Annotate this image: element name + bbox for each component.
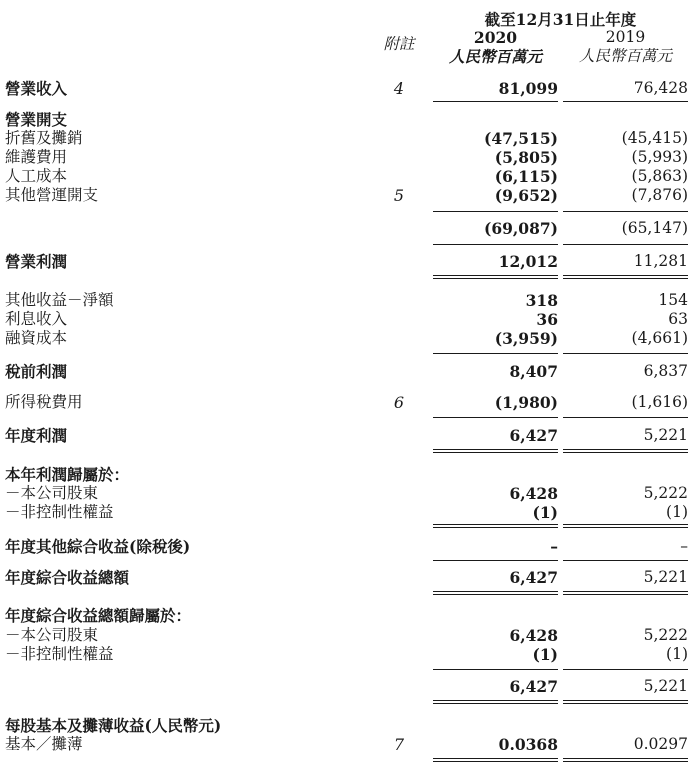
tci-owners-label: －本公司股東 <box>5 626 99 644</box>
interest-income-label: 利息收入 <box>5 310 68 328</box>
divider <box>563 244 688 245</box>
revenue-2019: 76,428 <box>633 79 688 97</box>
depreciation-label: 折舊及攤銷 <box>5 129 83 147</box>
revenue-note: 4 <box>393 79 405 98</box>
other-opex-2019: (7,876) <box>631 186 688 204</box>
interest-income-2019: 63 <box>668 310 688 328</box>
double-rule <box>563 758 688 762</box>
pbt-2019: 6,837 <box>643 362 688 380</box>
labour-2020: (6,115) <box>494 167 558 186</box>
tci-total-2019: 5,221 <box>643 677 688 695</box>
double-rule <box>563 275 688 279</box>
tax-2020: (1,980) <box>494 393 558 412</box>
other-opex-note: 5 <box>393 186 405 205</box>
depreciation-2020: (47,515) <box>484 129 558 148</box>
maintenance-2019: (5,993) <box>631 148 688 166</box>
other-opex-2020: (9,652) <box>494 186 558 205</box>
revenue-label: 營業收入 <box>5 79 68 98</box>
divider <box>563 101 688 102</box>
finance-cost-2020: (3,959) <box>494 329 558 348</box>
double-rule <box>563 524 688 528</box>
finance-cost-label: 融資成本 <box>5 329 68 347</box>
divider <box>563 560 688 561</box>
tci-2020: 6,427 <box>509 568 558 587</box>
divider <box>433 560 558 561</box>
period-header: 截至12月31日止年度 <box>484 10 637 29</box>
depreciation-2019: (45,415) <box>621 129 688 147</box>
eps-note: 7 <box>393 735 405 754</box>
operating-profit-2019: 11,281 <box>633 252 688 270</box>
double-rule <box>563 591 688 595</box>
attrib-owners-2019: 5,222 <box>643 484 688 502</box>
operating-profit-label: 營業利潤 <box>5 252 68 271</box>
revenue-2020: 81,099 <box>498 79 558 98</box>
attrib-nci-2020: (1) <box>532 503 558 522</box>
divider <box>563 211 688 212</box>
divider <box>433 211 558 212</box>
unit-2020-header: 人民幣百萬元 <box>448 47 542 66</box>
unit-2019-header: 人民幣百萬元 <box>578 47 672 65</box>
opex-total-2019: (65,147) <box>621 219 688 237</box>
double-rule <box>433 449 558 453</box>
tci-owners-2019: 5,222 <box>643 626 688 644</box>
double-rule <box>433 758 558 762</box>
divider <box>433 417 558 418</box>
oci-label: 年度其他綜合收益(除稅後) <box>5 537 191 556</box>
year-2020-header: 2020 <box>473 28 518 47</box>
other-income-label: 其他收益－淨額 <box>5 291 114 309</box>
double-rule <box>563 700 688 704</box>
divider <box>433 353 558 354</box>
tax-label: 所得稅費用 <box>5 393 83 411</box>
attrib-owners-2020: 6,428 <box>509 484 558 503</box>
divider <box>563 417 688 418</box>
tci-2019: 5,221 <box>643 568 688 586</box>
profit-2020: 6,427 <box>509 426 558 445</box>
maintenance-label: 維護費用 <box>5 148 68 166</box>
tci-label: 年度綜合收益總額 <box>5 568 130 587</box>
other-income-2019: 154 <box>658 291 688 309</box>
attrib-nci-label: －非控制性權益 <box>5 503 114 521</box>
divider <box>563 669 688 670</box>
divider <box>563 353 688 354</box>
attrib-heading: 本年利潤歸屬於： <box>5 465 130 484</box>
profit-label: 年度利潤 <box>5 426 68 445</box>
interest-income-2020: 36 <box>536 310 558 329</box>
maintenance-2020: (5,805) <box>494 148 558 167</box>
labour-2019: (5,863) <box>631 167 688 185</box>
eps-label: 基本／攤薄 <box>5 735 83 753</box>
opex-total-2020: (69,087) <box>484 219 558 238</box>
tci-nci-2019: (1) <box>666 645 688 663</box>
divider <box>433 669 558 670</box>
divider <box>433 244 558 245</box>
note-column-header: 附註 <box>383 35 415 53</box>
oci-2019: – <box>680 537 688 555</box>
opex-heading: 營業開支 <box>5 110 68 129</box>
tci-attrib-heading: 年度綜合收益總額歸屬於： <box>5 606 192 625</box>
tax-note: 6 <box>393 393 405 412</box>
eps-heading: 每股基本及攤薄收益(人民幣元) <box>5 716 222 735</box>
oci-2020: – <box>550 537 558 556</box>
tci-nci-2020: (1) <box>532 645 558 664</box>
double-rule <box>563 449 688 453</box>
double-rule <box>433 700 558 704</box>
year-2019-header: 2019 <box>605 28 646 46</box>
divider <box>433 101 558 102</box>
other-income-2020: 318 <box>525 291 558 310</box>
pbt-2020: 8,407 <box>509 362 558 381</box>
tci-total-2020: 6,427 <box>509 677 558 696</box>
eps-2019: 0.0297 <box>633 735 688 753</box>
finance-cost-2019: (4,661) <box>631 329 688 347</box>
tci-nci-label: －非控制性權益 <box>5 645 114 663</box>
labour-label: 人工成本 <box>5 167 68 185</box>
attrib-nci-2019: (1) <box>666 503 688 521</box>
operating-profit-2020: 12,012 <box>498 252 558 271</box>
double-rule <box>433 524 558 528</box>
attrib-owners-label: －本公司股東 <box>5 484 99 502</box>
profit-2019: 5,221 <box>643 426 688 444</box>
tax-2019: (1,616) <box>631 393 688 411</box>
eps-2020: 0.0368 <box>498 735 558 754</box>
double-rule <box>433 275 558 279</box>
other-opex-label: 其他營運開支 <box>5 186 99 204</box>
double-rule <box>433 591 558 595</box>
pbt-label: 稅前利潤 <box>5 362 68 381</box>
tci-owners-2020: 6,428 <box>509 626 558 645</box>
